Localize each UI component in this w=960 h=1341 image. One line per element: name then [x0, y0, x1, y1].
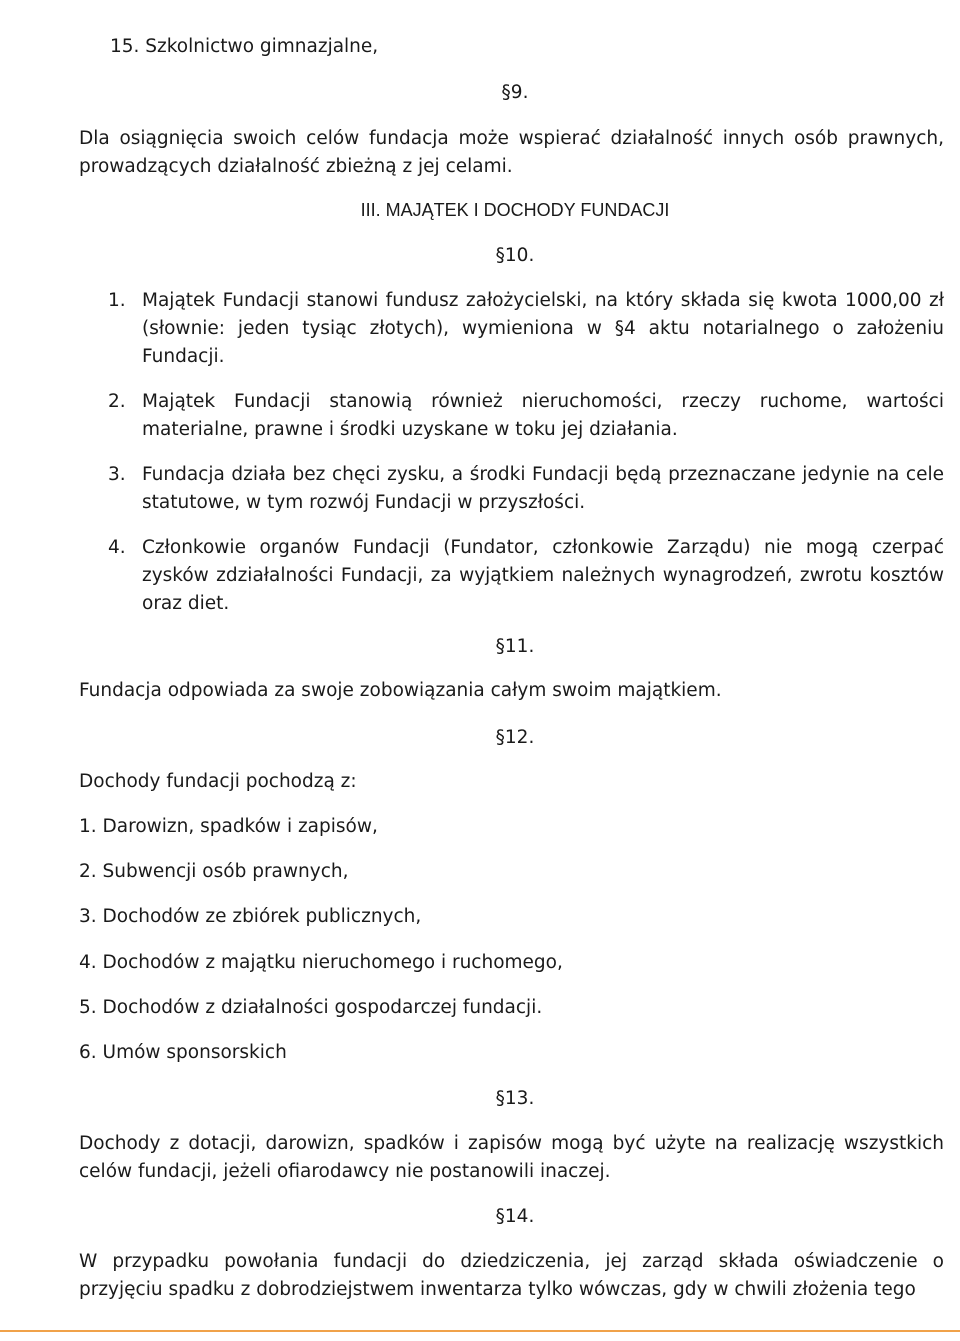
item-number: 2. — [108, 391, 126, 412]
paragraph-14 — [79, 1248, 944, 1304]
section-10-item-1 — [108, 287, 944, 371]
paragraph-13: Dochody z dotacji, darowizn, spadków i zapisów mogą być użyte na realizację wszystkich celów fundacji, jeżeli ofiarodawcy nie postanowili inaczej. — [79, 1133, 944, 1182]
paragraph-14-line: przyjęciu spadku z dobrodziejstwem inwentarza tylko wówczas, gdy w chwili złożenia tego — [79, 1279, 916, 1300]
section-10-item-3 — [108, 461, 944, 517]
item-text: Członkowie organów Fundacji (Fundator, członkowie Zarządu) nie mogą czerpać zysków zdziałalności Fundacji, za wyjątkiem należnych wynagrodzeń, zwrotu kosztów oraz diet. — [142, 537, 944, 614]
paragraph-12-intro: Dochody fundacji pochodzą z: — [79, 771, 357, 792]
paragraph-9: Dla osiągnięcia swoich celów fundacja może wspierać działalność innych osób prawnych, prowadzących działalność zbieżną z jej celami. — [79, 128, 944, 177]
section-10-item-4 — [108, 534, 944, 618]
paragraph-11: Fundacja odpowiada za swoje zobowiązania całym swoim majątkiem. — [79, 680, 722, 701]
footer-rule — [0, 1330, 960, 1332]
section-14-mark: §14. — [495, 1206, 535, 1227]
income-list-item: 3. Dochodów ze zbiórek publicznych, — [79, 906, 422, 927]
item-number: 3. — [108, 464, 126, 485]
income-list-item: 5. Dochodów z działalności gospodarczej fundacji. — [79, 997, 543, 1018]
income-list-item: 2. Subwencji osób prawnych, — [79, 861, 349, 882]
item-number: 4. — [108, 537, 126, 558]
income-list-item: 4. Dochodów z majątku nieruchomego i ruchomego, — [79, 952, 563, 973]
item-text: Fundacja działa bez chęci zysku, a środki Fundacji będą przeznaczane jedynie na cele statutowe, w tym rozwój Fundacji w przyszłości. — [142, 464, 944, 513]
section-10-mark: §10. — [495, 245, 535, 266]
section-9-mark: §9. — [501, 82, 529, 103]
section-10-item-2 — [108, 388, 944, 444]
item-text: Majątek Fundacji stanowi fundusz założycielski, na który składa się kwota 1000,00 zł (słownie: jeden tysiąc złotych), wymieniona w §4 aktu notarialnego o założeniu Fundacji. — [142, 290, 944, 367]
item-text: Majątek Fundacji stanowią również nieruchomości, rzeczy ruchome, wartości materialne, prawne i środki uzyskane w toku jej działania. — [142, 391, 944, 440]
income-list-item: 6. Umów sponsorskich — [79, 1042, 287, 1063]
paragraph-14-line: W przypadku powołania fundacji do dziedziczenia, jej zarząd składa oświadczenie o — [79, 1251, 944, 1272]
income-list-item: 1. Darowizn, spadków i zapisów, — [79, 816, 378, 837]
section-11-mark: §11. — [495, 636, 535, 657]
list-item-15: 15. Szkolnictwo gimnazjalne, — [110, 36, 379, 57]
chapter-heading: III. MAJĄTEK I DOCHODY FUNDACJI — [360, 200, 670, 220]
item-number: 1. — [108, 290, 126, 311]
section-12-mark: §12. — [495, 727, 535, 748]
section-13-mark: §13. — [495, 1088, 535, 1109]
